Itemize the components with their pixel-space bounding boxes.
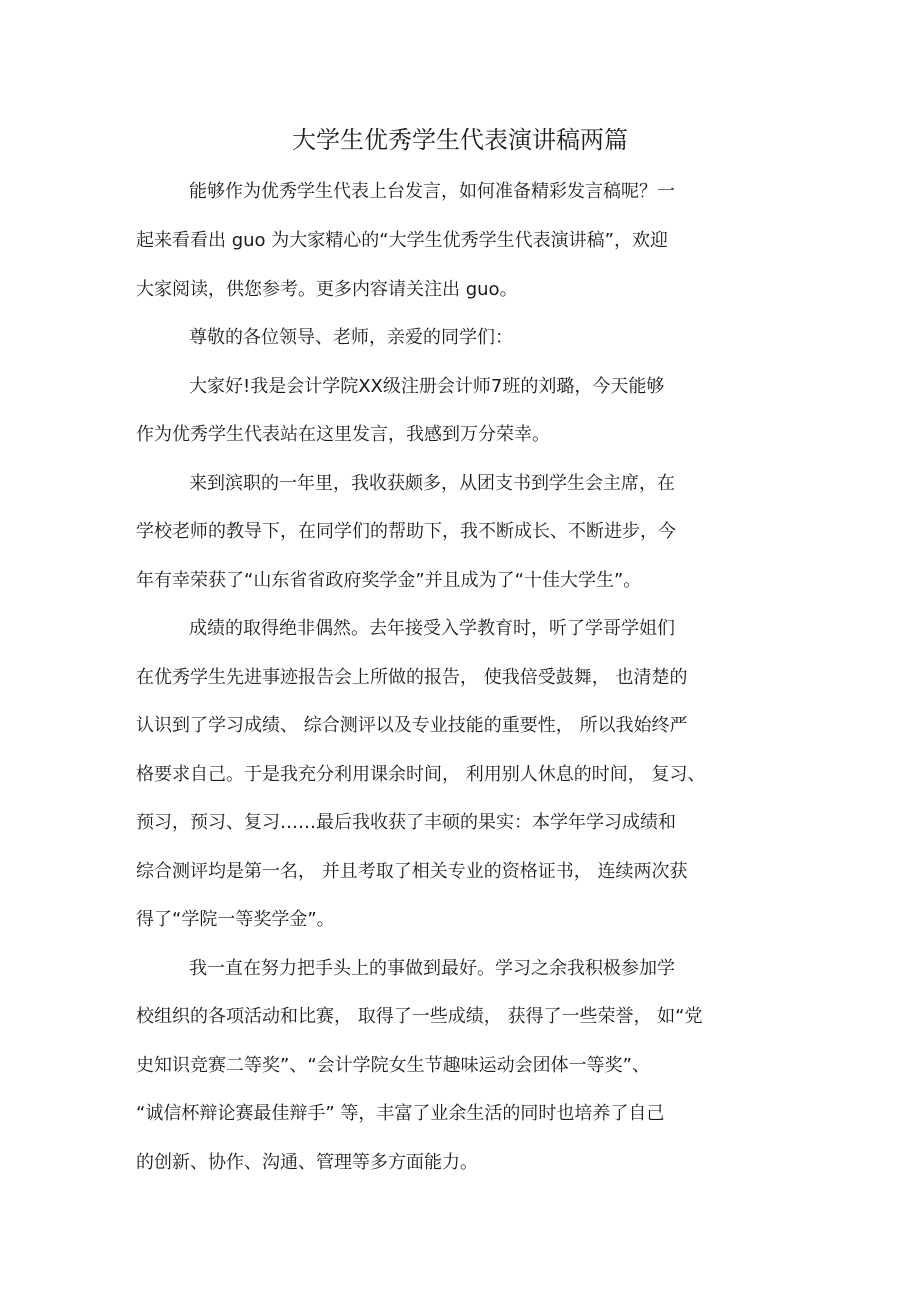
paragraph-3-line-5: 预习，预习、复习……最后我收获了丰硕的果实：本学年学习成绩和 bbox=[136, 812, 676, 833]
paragraph-3-line-7: 得了“学院一等奖学金”。 bbox=[136, 909, 335, 930]
paragraph-4-line-1: 我一直在努力把手头上的事做到最好。学习之余我积极参加学 bbox=[189, 958, 675, 979]
paragraph-3-line-3: 认识到了学习成绩、 综合测评以及专业技能的重要性， 所以我始终严 bbox=[136, 715, 688, 736]
intro-line-1: 能够作为优秀学生代表上台发言，如何准备精彩发言稿呢？一 bbox=[189, 181, 675, 202]
salutation: 尊敬的各位领导、老师，亲爱的同学们： bbox=[189, 327, 513, 348]
intro-line-3: 大家阅读，供您参考。更多内容请关注出 guo。 bbox=[136, 279, 518, 300]
paragraph-1-line-1: 大家好!我是会计学院XX级注册会计师7班的刘璐，今天能够 bbox=[189, 376, 665, 397]
paragraph-3-line-4: 格要求自己。于是我充分利用课余时间， 利用别人休息的时间， 复习、 bbox=[136, 764, 706, 785]
paragraph-4-line-3: 史知识竞赛二等奖”、“会计学院女生节趣味运动会团体一等奖”、 bbox=[136, 1055, 650, 1076]
paragraph-3-line-6: 综合测评均是第一名， 并且考取了相关专业的资格证书， 连续两次获 bbox=[136, 861, 688, 882]
paragraph-4-line-4: “诚信杯辩论赛最佳辩手” 等，丰富了业余生活的同时也培养了自己 bbox=[136, 1103, 665, 1124]
intro-line-2: 起来看看出 guo 为大家精心的“大学生优秀学生代表演讲稿”，欢迎 bbox=[136, 230, 668, 251]
paragraph-3-line-2: 在优秀学生先进事迹报告会上所做的报告， 使我倍受鼓舞， 也清楚的 bbox=[136, 667, 688, 688]
paragraph-2-line-1: 来到滨职的一年里，我收获颇多，从团支书到学生会主席，在 bbox=[189, 473, 675, 494]
paragraph-2-line-2: 学校老师的教导下，在同学们的帮助下，我不断成长、不断进步，今 bbox=[136, 521, 676, 542]
paragraph-2-line-3: 年有幸荣获了“山东省省政府奖学金”并且成为了“十佳大学生”。 bbox=[136, 570, 642, 591]
document-title: 大学生优秀学生代表演讲稿两篇 bbox=[292, 126, 628, 154]
paragraph-1-line-2: 作为优秀学生代表站在这里发言，我感到万分荣幸。 bbox=[136, 424, 550, 445]
paragraph-4-line-2: 校组织的各项活动和比赛， 取得了一些成绩， 获得了一些荣誉， 如“党 bbox=[136, 1006, 703, 1027]
paragraph-4-line-5: 的创新、协作、沟通、管理等多方面能力。 bbox=[136, 1152, 478, 1173]
paragraph-3-line-1: 成绩的取得绝非偶然。去年接受入学教育时，听了学哥学姐们 bbox=[189, 618, 675, 639]
